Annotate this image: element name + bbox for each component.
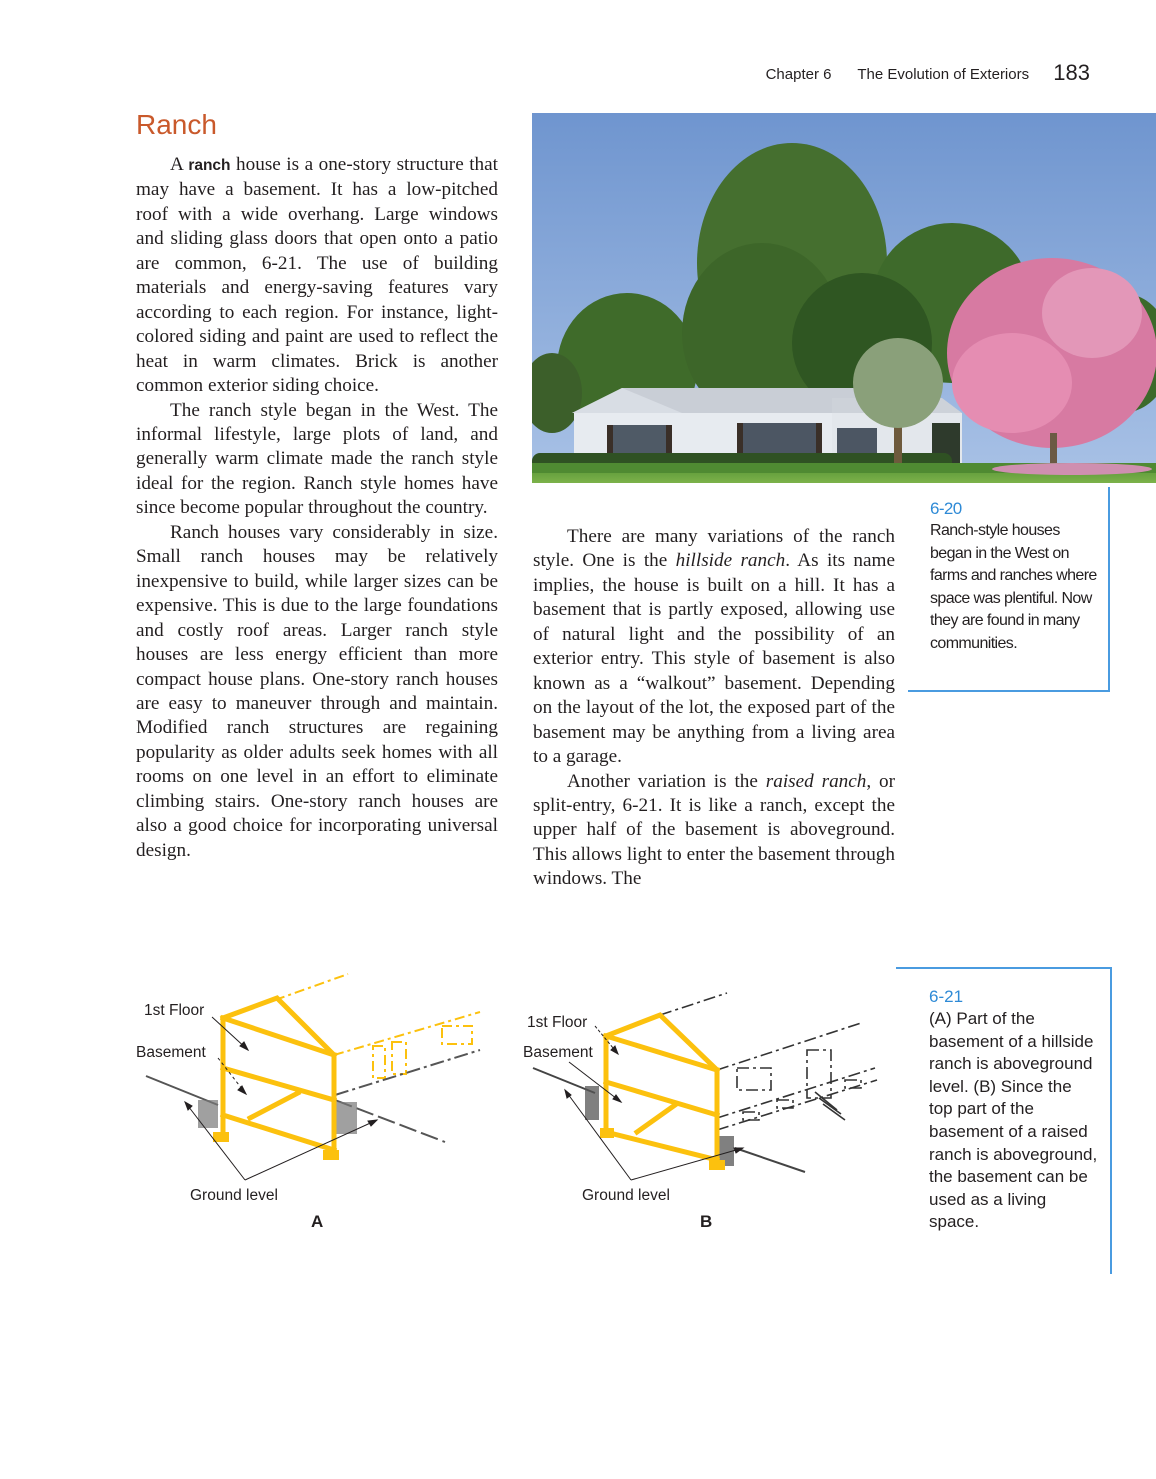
paragraph: There are many variations of the ranch style. One is the hillside ranch. As its name implies, the house is built on a hill. It has a basement that is partly exposed, allowing use of natural light and the possibility of an exterior entry. This style of basement is also known as a “walkout” basement. Depending on the layout of the lot, the exposed part of the basement may be anything from a living area to a garage.	[533, 526, 895, 768]
chapter-label: Chapter 6	[765, 66, 832, 83]
term-raised-ranch: raised ranch	[765, 770, 867, 792]
figure-number: 6-20	[930, 499, 962, 518]
page-number: 183	[1053, 60, 1090, 85]
diagram-letter-b: B	[700, 1212, 713, 1231]
raised-ranch-drawing	[515, 960, 895, 1240]
caption-text: Ranch-style houses began in the West on farms and ranches where space was plentiful. Now they are found in many communities.	[930, 522, 1097, 652]
label-1st-floor: 1st Floor	[527, 1014, 588, 1031]
paragraph: A ranch house is a one-story structure that may have a basement. It has a low-pitched roof with a wide overhang. Large windows and sliding glass doors that open onto a patio are common, 6-21. The use of building materials and energy-saving features vary according to each region. For instance, light-colored siding and paint are used to reflect the heat in warm climates. Brick is another common exterior siding choice.	[136, 154, 498, 397]
paragraph: Another variation is the raised ranch, or split-entry, 6-21. It is like a ranch, except the upper half of the basement is aboveground. This allows light to enter the basement through windows. The	[533, 770, 896, 890]
caption-text: (A) Part of the basement of a hillside ranch is aboveground level. (B) Since the top part of the basement of a raised ranch is aboveground, the basement can be used as a living space.	[929, 1009, 1098, 1232]
label-basement: Basement	[523, 1044, 593, 1061]
keyword-ranch: ranch	[188, 157, 231, 174]
label-1st-floor: 1st Floor	[144, 1002, 205, 1019]
section-heading: Ranch	[136, 109, 217, 140]
diagram-hillside-ranch	[130, 960, 510, 1240]
middle-text-column	[533, 525, 895, 892]
chapter-title: The Evolution of Exteriors	[857, 66, 1030, 83]
diagram-raised-ranch	[515, 960, 895, 1240]
paragraph: The ranch style began in the West. The informal lifestyle, large plots of land, and generally warm climate made the ranch style ideal for the region. Ranch style homes have since become popular throughout the country.	[136, 399, 498, 519]
label-basement: Basement	[136, 1044, 206, 1061]
label-ground-level: Ground level	[190, 1187, 278, 1204]
figure-number: 6-21	[929, 987, 964, 1006]
ranch-house-photo	[532, 113, 1156, 483]
caption-figure-6-20	[908, 487, 1110, 692]
running-head	[600, 60, 1090, 86]
label-ground-level: Ground level	[582, 1187, 670, 1204]
caption-figure-6-21	[896, 967, 1112, 1274]
left-text-column	[136, 153, 498, 863]
diagram-letter-a: A	[311, 1212, 324, 1231]
paragraph: Ranch houses vary considerably in size. Small ranch houses may be relatively inexpensive to build, while larger sizes can be expensive. This is due to the large foundations and costly roof areas. Larger ranch style houses are less energy efficient than more compact house plans. One-story ranch houses are easy to maneuver through and maintain. Modified ranch structures are regaining popularity as older adults seek homes with all rooms on one level in an effort to eliminate climbing stairs. One-story ranch houses are also a good choice for incorporating universal design.	[136, 521, 498, 861]
term-hillside-ranch: hillside ranch	[675, 550, 786, 572]
